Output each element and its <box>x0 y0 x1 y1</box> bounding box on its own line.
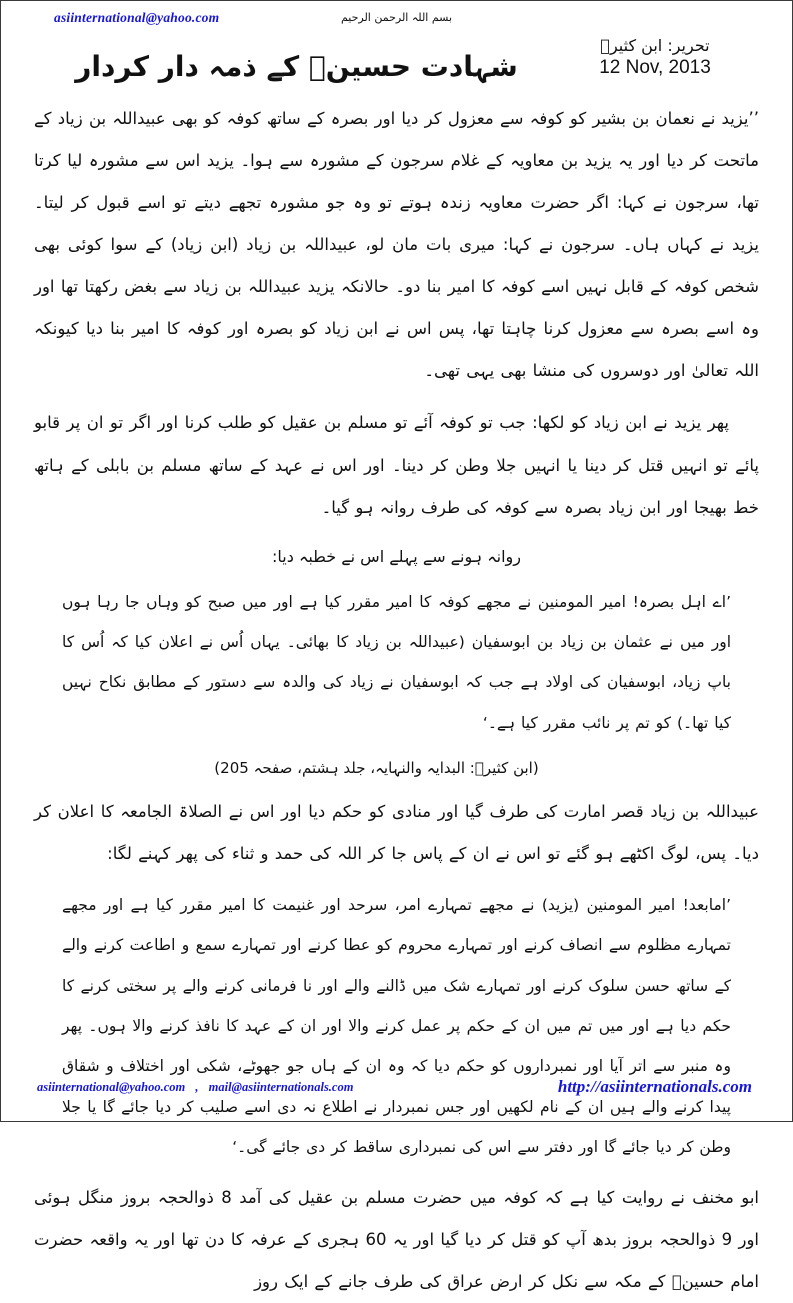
author-label: تحریر: ابن کثیرؒ <box>600 36 710 55</box>
article-quote-block: ’امابعد! امیر المومنین (یزید) نے مجھے تمہارے امر، سرحد اور غنیمت کا امیر مقرر کیا ہے اور مجھے تمہارے مظلوم سے انصاف کرنے اور تمہارے محروم کو عطا کرنے اور تمہارے سمع و اطاعت کرنے والے کے ساتھ حسن سلوک کرنے اور تمہارے شک میں ڈالنے والے اور نا فرمانی کرنے والے پر سختی کرنے کا حکم دیا ہے اور میں تم میں ان کے حکم پر عمل کرنے والا اور ان کے عہد کا نافذ کرنے والا ہوں۔ پھر وہ منبر سے اتر آیا اور نمبرداروں کو حکم دیا کہ وہ ان کے ہاں جو جھوٹے، شکی اور اختلاف و شقاق پیدا کرنے والے ہیں ان کے نام لکھیں اور جس نمبردار نے اطلاع نہ دی اسے صلیب کر دیا جائے گا یا جلا وطن کر دیا جائے گا اور دفتر سے اس کی نمبرداری ساقط کر دی جائے گی۔‘ <box>62 896 731 1156</box>
header-email-link[interactable]: asiinternational@yahoo.com <box>54 10 220 25</box>
byline <box>565 36 745 80</box>
publication-date: 12 Nov, 2013 <box>599 57 711 79</box>
document-header <box>34 10 759 36</box>
footer-contact-group <box>37 1080 353 1095</box>
article-lead-in-line: روانہ ہونے سے پہلے اس نے خطبہ دیا: <box>272 546 521 566</box>
document-footer <box>7 1077 786 1102</box>
footer-email-primary[interactable]: asiinternational@yahoo.com <box>37 1080 186 1094</box>
article-body <box>34 98 759 1303</box>
footer-website-link[interactable]: http://asiinternationals.com <box>557 1077 752 1096</box>
article-paragraph: پھر یزید نے ابن زیاد کو لکھا: جب تو کوفہ آئے تو مسلم بن عقیل کو طلب کرنا اور اگر تو ان پر قابو پائے تو انہیں قتل کر دینا یا انہیں جلا وطن کر دینا۔ اور اس نے عہد کے ساتھ مسلم بن بابلی کے ہاتھ خط بھیجا اور ابن زیاد بصرہ سے کوفہ کی طرف روانہ ہو گیا۔ <box>34 413 759 517</box>
article-paragraph: ابو مخنف نے روایت کیا ہے کہ کوفہ میں حضرت مسلم بن عقیل کی آمد 8 ذوالحجہ بروز منگل ہوئی اور 9 ذوالحجہ بروز بدھ آپ کو قتل کر دیا گیا اور یہ 60 ہجری کے عرفہ کا دن تھا اور یہ واقعہ حضرت امام حسینؑ کے مکہ سے نکل کر ارض عراق کی طرف جانے کے ایک روز <box>34 1188 760 1292</box>
bismillah-text: بسم اللہ الرحمن الرحیم <box>340 11 453 24</box>
page-title: شہادت حسینؑ کے ذمہ دار کردار <box>75 50 518 83</box>
footer-separator: , <box>195 1080 199 1094</box>
article-quote-block: ’اے اہل بصرہ! امیر المومنین نے مجھے کوفہ کا امیر مقرر کیا ہے اور میں صبح کو وہاں جا رہا ہوں اور میں نے عثمان بن زیاد بن ابوسفیان (عبیداللہ بن زیاد کا بھائی۔ یہاں اُس نے اعلان کیا کہ اُس کا باپ زیاد، ابوسفیان کی اولاد ہے جب کہ ابوسفیان نے زیاد کی والدہ سے دستور کے مطابق نکاح نہیں کیا تھا۔) کو تم پر نائب مقرر کیا ہے۔‘ <box>62 592 731 732</box>
article-paragraph: ’’یزید نے نعمان بن بشیر کو کوفہ سے معزول کر دیا اور بصرہ کے ساتھ کوفہ کو بھی عبیداللہ بن زیاد کے ماتحت کر دیا اور یہ یزید بن معاویہ کے غلام سرجون کے مشورہ سے ہوا۔ یزید اس سے مشورہ لیا کرتا تھا، سرجون نے کہا: اگر حضرت معاویہ زندہ ہوتے تو وہ جو مشورہ تجھے دیتے تو اسے قبول کر لیتا۔ یزید نے کہاں ہاں۔ سرجون نے کہا: میری بات مان لو، عبیداللہ بن زیاد (ابن زیاد) کے سوا کوئی بھی شخص کوفہ کے قابل نہیں اسے کوفہ کا امیر بنا دو۔ حالانکہ یزید عبیداللہ بن زیاد سے بغض رکھتا تھا اور وہ اسے بصرہ سے معزول کرنا چاہتا تھا، پس اس نے ابن زیاد کو بصرہ اور کوفہ کا امیر بنا دیا کیونکہ اللہ تعالیٰ اور دوسروں کی منشا بھی یہی تھی۔ <box>34 109 759 381</box>
title-band <box>34 36 759 98</box>
footer-email-secondary[interactable]: mail@asiinternationals.com <box>208 1080 354 1094</box>
article-paragraph: عبیداللہ بن زیاد قصر امارت کی طرف گیا اور منادی کو حکم دیا اور اس نے الصلاۃ الجامعہ کا اعلان کر دیا۔ پس، لوگ اکٹھے ہو گئے تو اس نے ان کے پاس جا کر اللہ کی حمد و ثناء کی پھر کہنے لگا: <box>34 802 759 864</box>
source-citation: (ابن کثیرؒ: البدایہ والنہایہ، جلد ہشتم، صفحہ 205) <box>214 759 539 777</box>
page-content <box>4 4 789 1292</box>
